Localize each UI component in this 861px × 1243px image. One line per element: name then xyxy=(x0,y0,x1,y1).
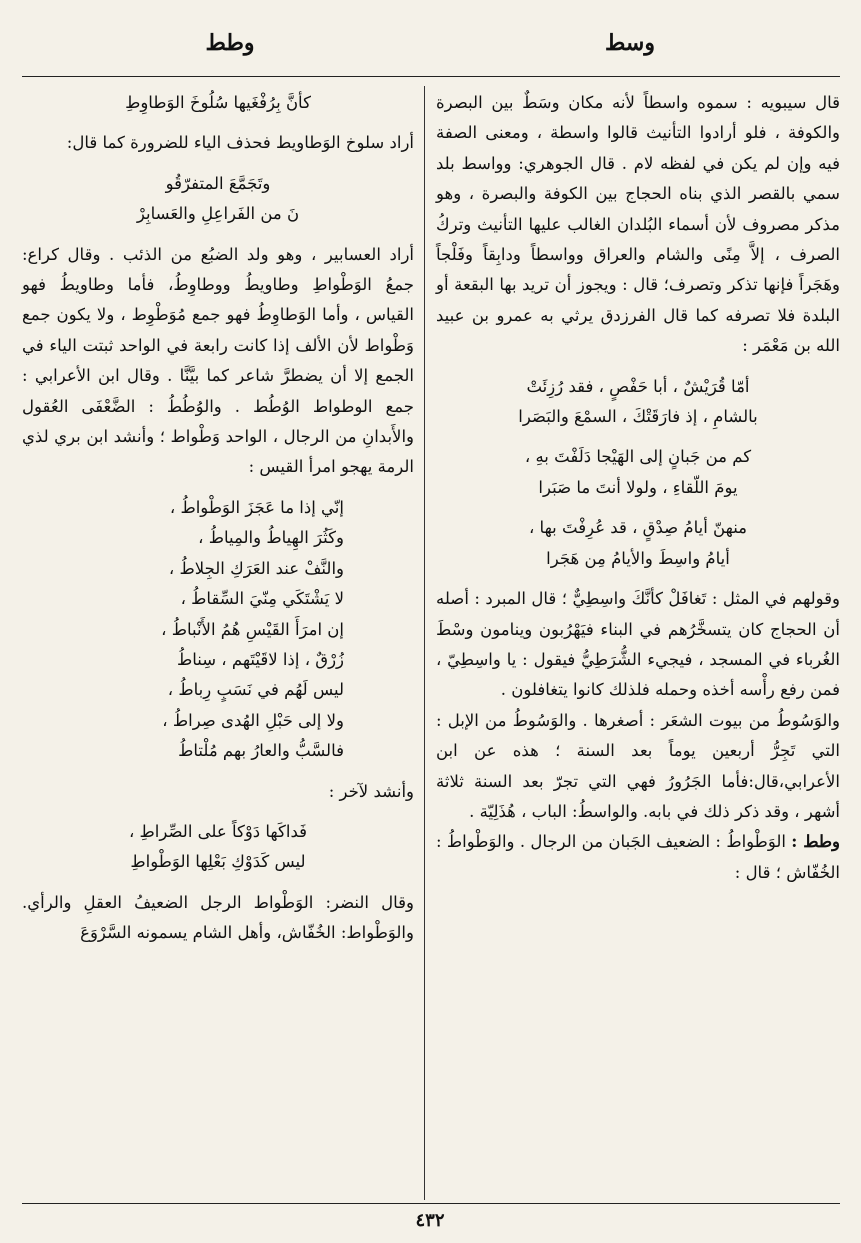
right-paragraph-4 xyxy=(436,827,840,888)
left-paragraph-1: أراد سلوخ الوَطاويط فحذف الياء للضرورة كما قال: xyxy=(66,133,414,153)
left-verse-2b: ليس كَدَوْكِ بَعْلِها الوَطْواطِ xyxy=(130,852,306,872)
rajaz-line-6: زُرْقٌ ، إذا لاقَيْتَهم ، سِناطُ xyxy=(176,649,344,669)
left-paragraph-4: وقال النضر: الوَطْواط الرجل الضعيفُ العقلِ والرأي. والوَطْواط: الخُفّاش، وأهل الشام يسمونه السَّرْوَعَ xyxy=(22,892,414,943)
left-verse-0: كأنَّ بِرُفْغَيها سُلُوخَ الوَطاوِطِ xyxy=(125,93,311,112)
right-verse-1a: أمّا قُرَيْشٌ ، أبا حَفْصٍ ، فقد رُزِئَتْ xyxy=(526,376,750,396)
left-verse-2a: فَداكَها دَوْكاً على الصِّراطِ ، xyxy=(128,821,308,841)
rajaz-line-4: لا يَشْتَكَي مِنّيَ السِّقاطُ ، xyxy=(180,589,344,609)
left-paragraph-3: وأنشد لآخر : xyxy=(328,781,414,801)
rajaz-line-2: وكَثُرَ الهِياطُ والمِياطُ ، xyxy=(198,528,344,548)
right-verse-3a: منهنّ أيامُ صِدْقٍ ، قد عُرِفْتَ بها ، xyxy=(528,518,748,538)
rajaz-line-3: والنَّفْ عند العَرَكِ الجِلاطُ ، xyxy=(168,558,344,578)
right-paragraph-3: والوَسُوطُ من بيوت الشعَر : أصغرها . والوَسُوطُ من الإبل : التي تَجِرُّ أربعين يوماً بعد السنة ؛ هذه عن ابن الأعرابي،قال:فأما الجَرُورُ فهي التي تجرّ بعد السنة ثلاثة أشهر ، وقد ذكر ذلك في بابه. والواسطُ: الباب ، هُذَلِيّة . xyxy=(436,710,840,821)
left-column xyxy=(22,88,414,949)
bottom-rule xyxy=(22,1203,840,1204)
headword-left: وطط xyxy=(205,30,255,56)
rajaz-line-5: إن امرَأَ القَيْسِ هُمُ الأَنْباطُ ، xyxy=(161,619,344,639)
right-verse-2a: كم من جَبانٍ إلى الهَيْجا دَلَفْتَ بهِ ، xyxy=(524,447,752,467)
rajaz-line-1: إنّي إذا ما عَجَزَ الوَطْواطُ ، xyxy=(169,497,344,517)
right-paragraph-1: قال سيبويه : سموه واسطاً لأنه مكان وسَطٌ بين البصرة والكوفة ، فلو أرادوا التأنيث قالوا واسطة ، ومعنى الصفة فيه وإن لم يكن في لفظه لام . قال الجوهري: وواسط بلد سمي بالقصر الذي بناه الحجاج بين الكوفة والبصرة ، وهو مذكر مصروف لأن أسماء البُلدان الغالب عليها التأنيث وتركُ الصرف ، إلاَّ مِنًى والشام والعراق وواسطاً ودابِقاً وفَلْجاً وهَجَراً فإنها تذكر وتصرف؛ قال : ويجوز أن تريد بها البقعة أو البلدة فلا تصرفه كما قال الفرزدق يرثي به عمرو بن عبيد الله بن مَعْمَر : xyxy=(436,93,840,356)
right-column xyxy=(436,88,840,888)
right-verse-2b: يومَ اللّقاءِ ، ولولا أنتَ ما صَبَرا xyxy=(538,477,738,497)
left-verse-1a: وتَجَمَّعَ المتفرّقُو xyxy=(165,173,271,193)
entry-lead-watt: وطط : xyxy=(791,832,840,852)
column-divider xyxy=(424,86,425,1200)
left-verse-1b: نَ من الفَراعِلِ والعَسابِرْ xyxy=(136,204,300,224)
right-verse-3b: أيامُ واسِطَ والأيامُ مِن هَجَرا xyxy=(546,548,730,568)
right-verse-1b: بالشامِ ، إذ فارَقَتْكَ ، السمْعَ والبَصَرا xyxy=(518,407,758,427)
left-paragraph-2: أراد العسابير ، وهو ولد الضبُع من الذئب . وقال كراع: جمعُ الوَطْواطِ وطاويطُ ووطاوِطُ، فأما وطاويطُ فهو القياس ، وأما الوَطاوِطُ فهو جمع مُوَطْوِط ، ولا يكون جمع وَطْواط لأن الألف إذا كانت رابعة في الواحد ثبتت الياء في الجمع إلا أن يضطرَّ شاعر كما بيَّنَّا . وقال ابن الأعرابي : جمع الوطواط الوُطُط . والوُطُطُ : الضَّعْفَى العُقول والأَبدانِ من الرجال ، الواحد وَطْواط ؛ وأنشد ابن بري لذي الرمة يهجو امرأ القيس : xyxy=(22,244,414,477)
rajaz-line-7: ليس لَهُم في نَسَبٍ رِباطُ ، xyxy=(167,680,344,700)
page-number: ٤٣٢ xyxy=(415,1210,445,1231)
rajaz-line-8: ولا إلى حَبْلِ الهُدى صِراطُ ، xyxy=(162,710,344,730)
right-paragraph-2: وقولهم في المثل : تَغافَلْ كأنَّكَ واسِطِيٌّ ؛ قال المبرد : أصله أن الحجاج كان يتسخَّرُهم في البناء فيَهْرُبون وينامون وسْطَ الغُرباء في المسجد ، فيجيء الشُّرَطِيُّ فيقول : يا واسِطِيّ ، فمن رفع رأْسه أخذه وحمله فلذلك كانوا يتغافلون . xyxy=(436,589,840,700)
headword-right: وسط xyxy=(605,30,655,56)
top-rule xyxy=(22,76,840,77)
right-paragraph-4-text: الوَطْواطُ : الضعيف الجَبان من الرجال . والوَطْواطُ : الخُفّاش ؛ قال : xyxy=(436,832,840,882)
rajaz-line-9: فالسَّبُّ والعارُ بهم مُلْتاطُ xyxy=(178,741,344,761)
